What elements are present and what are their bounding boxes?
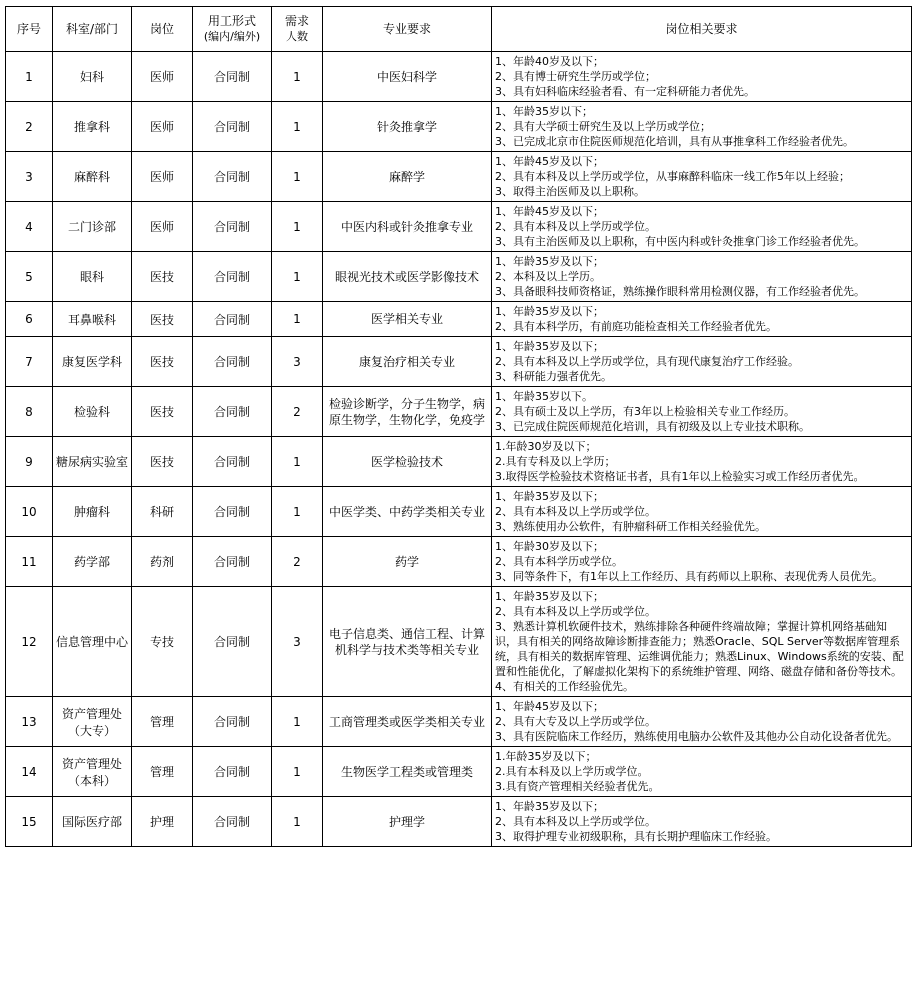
requirement-line: 2、具有本科学历或学位。 — [495, 555, 623, 568]
cell-major: 电子信息类、通信工程、计算机科学与技术类等相关专业 — [323, 587, 492, 697]
table-row — [6, 337, 912, 387]
cell-major: 中医内科或针灸推拿专业 — [323, 202, 492, 252]
requirement-line: 1、年龄35岁及以下； — [495, 590, 604, 603]
cell-major: 医学检验技术 — [323, 437, 492, 487]
requirement-line: 3、具备眼科技师资格证，熟练操作眼科常用检测仪器，有工作经验者优先。 — [495, 285, 865, 298]
table-row — [6, 797, 912, 847]
requirement-line: 1.年龄35岁及以下； — [495, 750, 597, 763]
requirement-line: 3、熟悉计算机软硬件技术，熟练排除各种硬件终端故障；掌握计算机网络基础知识，具有相关的网络故障诊断排查能力；熟悉Oracle、SQL Server等数据库管理系统，具有相关的数据库管理、运维调优能力；熟悉Linux、Windows系统的安装、配置和性能优化，了解虚拟化架构下的系统维护管理、网络、磁盘存储和备份等技术。 — [495, 620, 904, 678]
cell-requirements — [492, 202, 912, 252]
requirement-line: 2、具有博士研究生学历或学位； — [495, 70, 656, 83]
requirement-line: 2、具有本科及以上学历或学位。 — [495, 815, 656, 828]
cell-no: 12 — [6, 587, 53, 697]
cell-employment-type: 合同制 — [193, 537, 272, 587]
cell-count: 1 — [272, 252, 323, 302]
cell-employment-type: 合同制 — [193, 747, 272, 797]
requirement-line: 2、具有本科学历，有前庭功能检查相关工作经验者优先。 — [495, 320, 777, 333]
cell-requirements — [492, 747, 912, 797]
cell-employment-type: 合同制 — [193, 587, 272, 697]
requirement-line: 1、年龄35岁以下。 — [495, 390, 593, 403]
requirement-line: 2、具有本科及以上学历或学位。 — [495, 605, 656, 618]
table-header-row — [6, 7, 912, 52]
requirement-line: 1、年龄40岁及以下； — [495, 55, 604, 68]
cell-post: 医技 — [132, 302, 193, 337]
cell-dept: 康复医学科 — [53, 337, 132, 387]
requirement-line: 1、年龄45岁及以下； — [495, 700, 604, 713]
requirement-line: 2.具有专科及以上学历； — [495, 455, 616, 468]
requirement-line: 2、具有本科及以上学历或学位，具有现代康复治疗工作经验。 — [495, 355, 799, 368]
requirement-line: 1、年龄30岁及以下； — [495, 540, 604, 553]
table-row — [6, 587, 912, 697]
cell-post: 管理 — [132, 697, 193, 747]
requirement-line: 1、年龄35岁及以下； — [495, 490, 604, 503]
cell-count: 1 — [272, 437, 323, 487]
cell-requirements — [492, 387, 912, 437]
cell-requirements — [492, 102, 912, 152]
cell-no: 2 — [6, 102, 53, 152]
requirement-line: 3、同等条件下，有1年以上工作经历、具有药师以上职称、表现优秀人员优先。 — [495, 570, 883, 583]
cell-count: 1 — [272, 487, 323, 537]
column-header-employment-type — [193, 7, 272, 52]
cell-post: 专技 — [132, 587, 193, 697]
cell-employment-type: 合同制 — [193, 437, 272, 487]
requirement-line: 1、年龄45岁及以下； — [495, 155, 604, 168]
table-row — [6, 437, 912, 487]
cell-post: 科研 — [132, 487, 193, 537]
requirement-line: 1、年龄35岁以下； — [495, 105, 593, 118]
column-header-dept: 科室/部门 — [53, 7, 132, 52]
requirement-line: 3、具有医院临床工作经历，熟练使用电脑办公软件及其他办公自动化设备者优先。 — [495, 730, 898, 743]
column-header-major: 专业要求 — [323, 7, 492, 52]
cell-employment-type: 合同制 — [193, 697, 272, 747]
cell-major: 药学 — [323, 537, 492, 587]
cell-dept: 眼科 — [53, 252, 132, 302]
cell-dept: 检验科 — [53, 387, 132, 437]
requirement-line: 1、年龄45岁及以下； — [495, 205, 604, 218]
cell-employment-type: 合同制 — [193, 797, 272, 847]
requirement-line: 2、具有大专及以上学历或学位。 — [495, 715, 656, 728]
table-row — [6, 487, 912, 537]
cell-employment-type: 合同制 — [193, 202, 272, 252]
cell-requirements — [492, 302, 912, 337]
cell-requirements — [492, 487, 912, 537]
requirement-line: 3、已完成住院医师规范化培训，具有初级及以上专业技术职称。 — [495, 420, 810, 433]
cell-dept: 二门诊部 — [53, 202, 132, 252]
cell-count: 1 — [272, 697, 323, 747]
requirement-line: 3、已完成北京市住院医师规范化培训，具有从事推拿科工作经验者优先。 — [495, 135, 854, 148]
cell-dept: 资产管理处（本科） — [53, 747, 132, 797]
cell-no: 11 — [6, 537, 53, 587]
cell-post: 管理 — [132, 747, 193, 797]
requirement-line: 3、具有主治医师及以上职称，有中医内科或针灸推拿门诊工作经验者优先。 — [495, 235, 865, 248]
requirement-line: 2、具有本科及以上学历或学位，从事麻醉科临床一线工作5年以上经验； — [495, 170, 850, 183]
cell-count: 3 — [272, 337, 323, 387]
cell-requirements — [492, 252, 912, 302]
cell-major: 中医妇科学 — [323, 52, 492, 102]
cell-count: 1 — [272, 202, 323, 252]
column-header-post: 岗位 — [132, 7, 193, 52]
table-row — [6, 747, 912, 797]
cell-employment-type: 合同制 — [193, 152, 272, 202]
table-row — [6, 387, 912, 437]
cell-no: 13 — [6, 697, 53, 747]
table-row — [6, 302, 912, 337]
cell-major: 康复治疗相关专业 — [323, 337, 492, 387]
table-row — [6, 102, 912, 152]
requirement-line: 2、具有大学硕士研究生及以上学历或学位； — [495, 120, 711, 133]
cell-count: 2 — [272, 537, 323, 587]
table-row — [6, 697, 912, 747]
cell-count: 1 — [272, 302, 323, 337]
cell-count: 1 — [272, 152, 323, 202]
requirement-line: 4、有相关的工作经验优先。 — [495, 680, 634, 693]
cell-post: 药剂 — [132, 537, 193, 587]
cell-dept: 麻醉科 — [53, 152, 132, 202]
requirement-line: 1.年龄30岁及以下； — [495, 440, 597, 453]
cell-major: 工商管理类或医学类相关专业 — [323, 697, 492, 747]
cell-count: 2 — [272, 387, 323, 437]
column-header-no: 序号 — [6, 7, 53, 52]
cell-count: 3 — [272, 587, 323, 697]
cell-no: 5 — [6, 252, 53, 302]
cell-dept: 推拿科 — [53, 102, 132, 152]
requirement-line: 2、本科及以上学历。 — [495, 270, 601, 283]
cell-requirements — [492, 697, 912, 747]
column-header-count-sub: 人数 — [286, 30, 308, 43]
cell-no: 3 — [6, 152, 53, 202]
cell-post: 医师 — [132, 102, 193, 152]
cell-major: 生物医学工程类或管理类 — [323, 747, 492, 797]
cell-count: 1 — [272, 747, 323, 797]
cell-no: 10 — [6, 487, 53, 537]
cell-dept: 资产管理处（大专） — [53, 697, 132, 747]
cell-employment-type: 合同制 — [193, 487, 272, 537]
cell-requirements — [492, 797, 912, 847]
requirement-line: 3、具有妇科临床经验者看、有一定科研能力者优先。 — [495, 85, 755, 98]
cell-employment-type: 合同制 — [193, 337, 272, 387]
table-row — [6, 202, 912, 252]
cell-requirements — [492, 537, 912, 587]
table-row — [6, 152, 912, 202]
cell-no: 14 — [6, 747, 53, 797]
cell-major: 麻醉学 — [323, 152, 492, 202]
requirement-line: 1、年龄35岁及以下； — [495, 305, 604, 318]
cell-count: 1 — [272, 797, 323, 847]
cell-post: 医师 — [132, 52, 193, 102]
cell-post: 医技 — [132, 337, 193, 387]
cell-post: 医技 — [132, 437, 193, 487]
cell-employment-type: 合同制 — [193, 252, 272, 302]
cell-requirements — [492, 437, 912, 487]
cell-dept: 药学部 — [53, 537, 132, 587]
cell-major: 眼视光技术或医学影像技术 — [323, 252, 492, 302]
cell-requirements — [492, 587, 912, 697]
requirement-line: 2.具有本科及以上学历或学位。 — [495, 765, 649, 778]
requirement-line: 3、科研能力强者优先。 — [495, 370, 612, 383]
table-header — [6, 7, 912, 52]
cell-major: 针灸推拿学 — [323, 102, 492, 152]
column-header-count-main: 需求 — [284, 14, 309, 28]
cell-employment-type: 合同制 — [193, 387, 272, 437]
cell-post: 医技 — [132, 252, 193, 302]
column-header-employment-type-main: 用工形式 — [207, 14, 256, 28]
cell-post: 医技 — [132, 387, 193, 437]
cell-dept: 信息管理中心 — [53, 587, 132, 697]
cell-no: 4 — [6, 202, 53, 252]
recruitment-table — [5, 6, 912, 847]
cell-post: 护理 — [132, 797, 193, 847]
cell-count: 1 — [272, 102, 323, 152]
requirement-line: 3.具有资产管理相关经验者优先。 — [495, 780, 660, 793]
cell-dept: 妇科 — [53, 52, 132, 102]
cell-no: 15 — [6, 797, 53, 847]
cell-no: 6 — [6, 302, 53, 337]
cell-no: 9 — [6, 437, 53, 487]
cell-no: 7 — [6, 337, 53, 387]
requirement-line: 2、具有本科及以上学历或学位。 — [495, 505, 656, 518]
cell-major: 护理学 — [323, 797, 492, 847]
column-header-count — [272, 7, 323, 52]
column-header-employment-type-sub: (编内/编外) — [203, 30, 261, 43]
requirement-line: 3、取得护理专业初级职称，具有长期护理临床工作经验。 — [495, 830, 777, 843]
cell-major: 医学相关专业 — [323, 302, 492, 337]
requirement-line: 3、取得主治医师及以上职称。 — [495, 185, 645, 198]
cell-requirements — [492, 337, 912, 387]
cell-dept: 国际医疗部 — [53, 797, 132, 847]
cell-employment-type: 合同制 — [193, 102, 272, 152]
cell-major: 中医学类、中药学类相关专业 — [323, 487, 492, 537]
requirement-line: 3.取得医学检验技术资格证书者，具有1年以上检验实习或工作经历者优先。 — [495, 470, 865, 483]
cell-employment-type: 合同制 — [193, 52, 272, 102]
cell-requirements — [492, 152, 912, 202]
cell-dept: 耳鼻喉科 — [53, 302, 132, 337]
requirement-line: 2、具有本科及以上学历或学位。 — [495, 220, 656, 233]
cell-no: 8 — [6, 387, 53, 437]
requirement-line: 3、熟练使用办公软件，有肿瘤科研工作相关经验优先。 — [495, 520, 766, 533]
cell-post: 医师 — [132, 202, 193, 252]
cell-count: 1 — [272, 52, 323, 102]
cell-major: 检验诊断学，分子生物学，病原生物学，生物化学，免疫学 — [323, 387, 492, 437]
table-row — [6, 537, 912, 587]
column-header-requirements: 岗位相关要求 — [492, 7, 912, 52]
requirement-line: 2、具有硕士及以上学历，有3年以上检验相关专业工作经历。 — [495, 405, 795, 418]
requirement-line: 1、年龄35岁及以下； — [495, 255, 604, 268]
cell-requirements — [492, 52, 912, 102]
cell-dept: 肿瘤科 — [53, 487, 132, 537]
table-body — [6, 52, 912, 847]
requirement-line: 1、年龄35岁及以下； — [495, 340, 604, 353]
requirement-line: 1、年龄35岁及以下； — [495, 800, 604, 813]
table-row — [6, 52, 912, 102]
cell-dept: 糖尿病实验室 — [53, 437, 132, 487]
cell-employment-type: 合同制 — [193, 302, 272, 337]
cell-post: 医师 — [132, 152, 193, 202]
table-row — [6, 252, 912, 302]
cell-no: 1 — [6, 52, 53, 102]
